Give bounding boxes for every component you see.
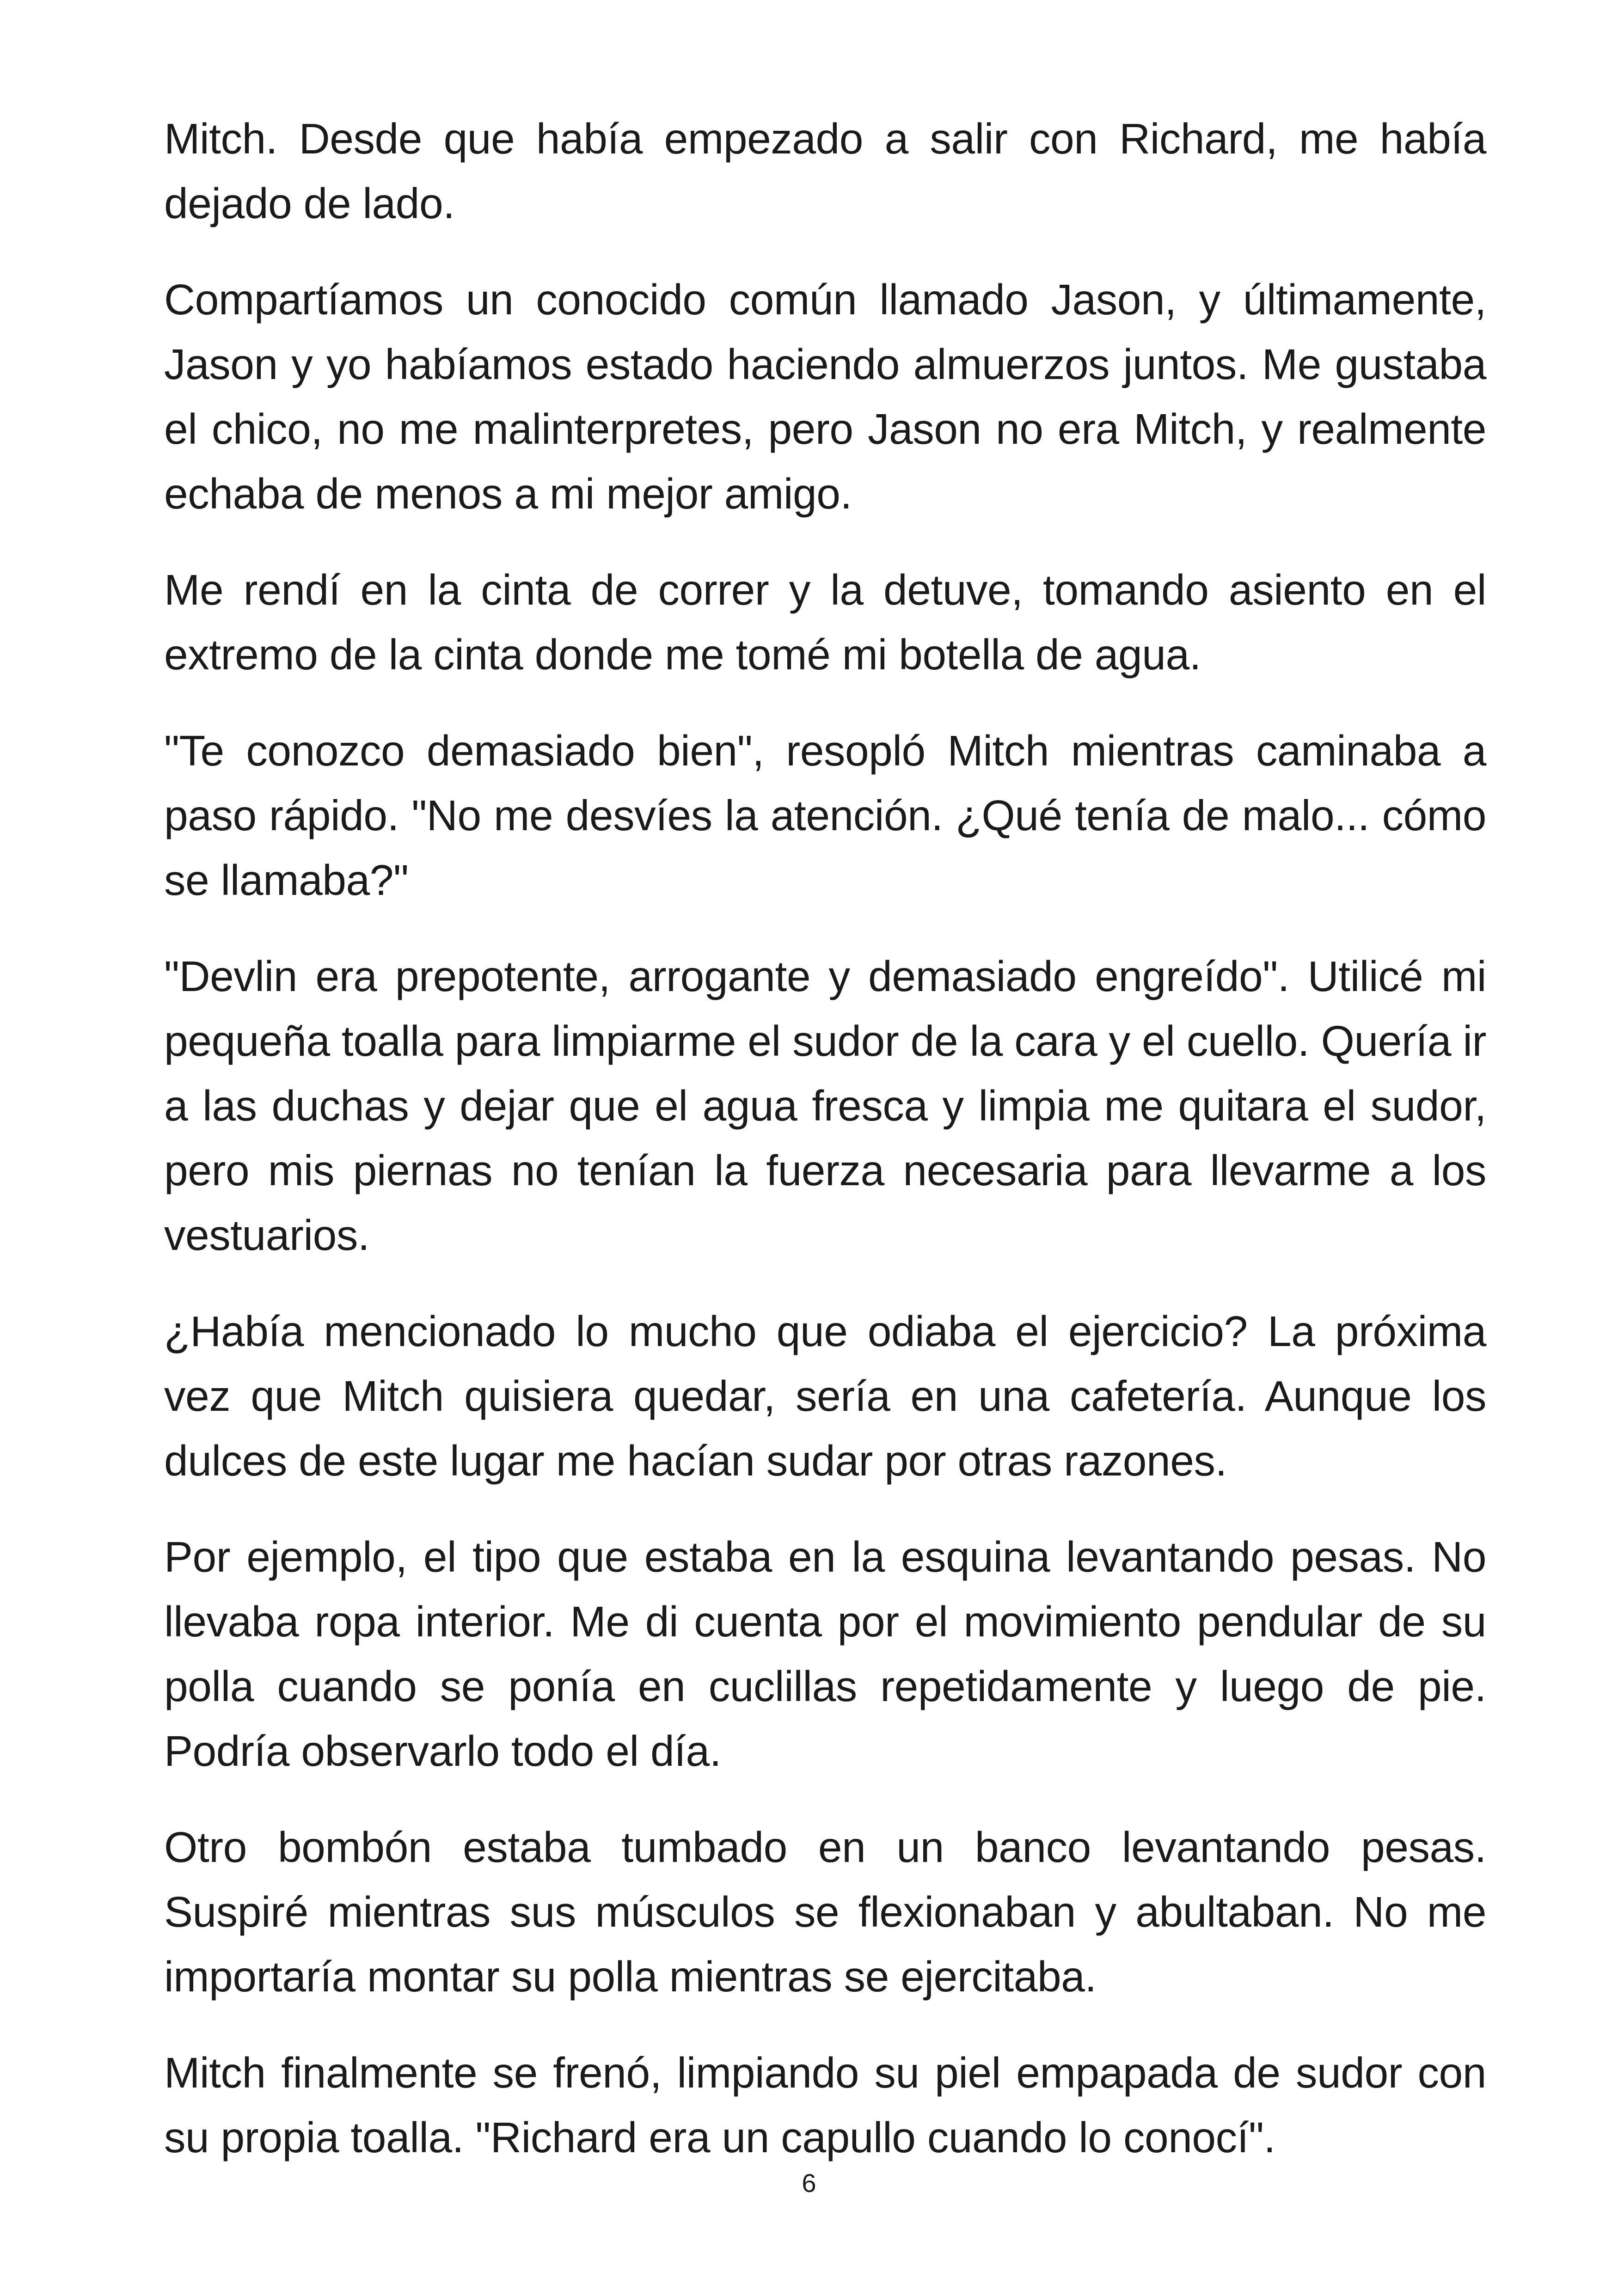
- paragraph: "Devlin era prepotente, arrogante y demasiado engreído". Utilicé mi pequeña toalla para limpiarme el sudor de la cara y el cuello. Quería ir a las duchas y dejar que el agua fresca y limpia me quitara el sudor, pero mis piernas no tenían la fuerza necesaria para llevarme a los vestuarios.: [164, 952, 1486, 1259]
- paragraph: Otro bombón estaba tumbado en un banco levantando pesas. Suspiré mientras sus músculos se flexionaban y abultaban. No me importaría montar su polla mientras se ejercitaba.: [164, 1823, 1486, 2001]
- paragraph: Me rendí en la cinta de correr y la detuve, tomando asiento en el extremo de la cinta donde me tomé mi botella de agua.: [164, 566, 1486, 679]
- paragraph: Mitch finalmente se frenó, limpiando su piel empapada de sudor con su propia toalla. "Richard era un capullo cuando lo conocí".: [164, 2049, 1486, 2161]
- paragraph: ¿Había mencionado lo mucho que odiaba el ejercicio? La próxima vez que Mitch quisiera quedar, sería en una cafetería. Aunque los dulces de este lugar me hacían sudar por otras razones.: [164, 1307, 1486, 1485]
- page-number: 6: [802, 2168, 816, 2198]
- body-text: [164, 106, 1486, 2201]
- paragraph: Por ejemplo, el tipo que estaba en la esquina levantando pesas. No llevaba ropa interior. Me di cuenta por el movimiento pendular de su polla cuando se ponía en cuclillas repetidamente y luego de pie. Podría observarlo todo el día.: [164, 1533, 1486, 1775]
- paragraph: Compartíamos un conocido común llamado Jason, y últimamente, Jason y yo habíamos estado haciendo almuerzos juntos. Me gustaba el chico, no me malinterpretes, pero Jason no era Mitch, y realmente echaba de menos a mi mejor amigo.: [164, 276, 1486, 518]
- paragraph: "Te conozco demasiado bien", resopló Mitch mientras caminaba a paso rápido. "No me desvíes la atención. ¿Qué tenía de malo... cómo se llamaba?": [164, 727, 1486, 904]
- paragraph: Mitch. Desde que había empezado a salir con Richard, me había dejado de lado.: [164, 115, 1486, 227]
